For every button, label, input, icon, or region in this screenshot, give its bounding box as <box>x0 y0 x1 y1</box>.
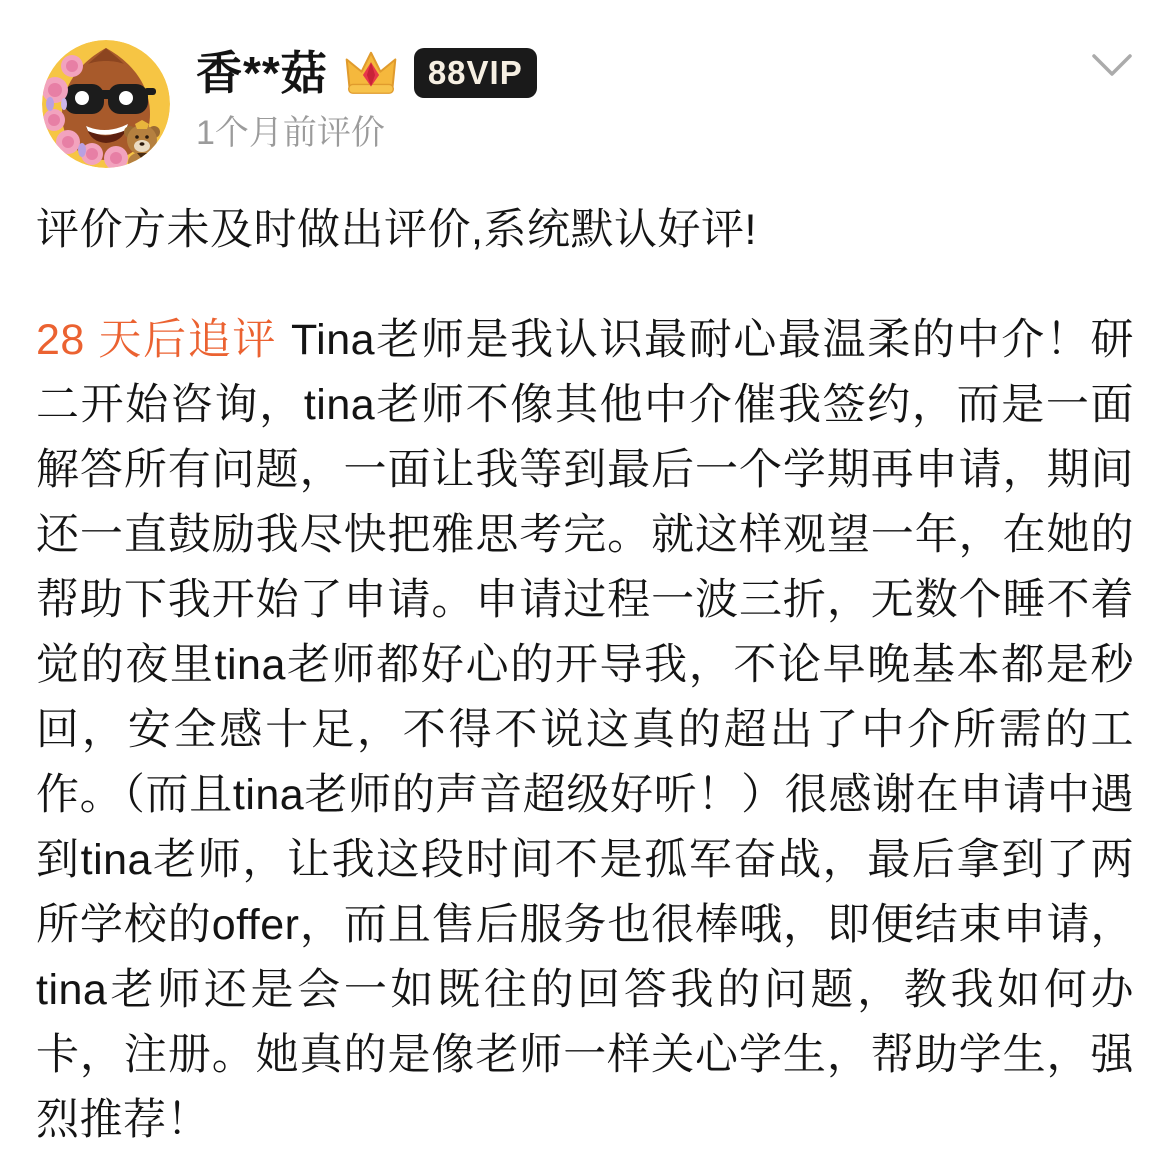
username-row <box>196 48 1090 99</box>
followup-review-text: Tina老师是我认识最耐心最温柔的中介！研二开始咨询，tina老师不像其他中介催我签约，而是一面解答所有问题，一面让我等到最后一个学期再申请，期间还一直鼓励我尽快把雅思考完。就这样观望一年，在她的帮助下我开始了申请。申请过程一波三折，无数个睡不着觉的夜里tina老师都好心的开导我，不论早晚基本都是秒回，安全感十足，不得不说这真的超出了中介所需的工作。（而且tina老师的声音超级好听！）很感谢在申请中遇到tina老师，让我这段时间不是孤军奋战，最后拿到了两所学校的offer，而且售后服务也很棒哦，即便结束申请，tina老师还是会一如既往的回答我的问题，教我如何办卡，注册。她真的是像老师一样关心学生，帮助学生，强烈推荐！ <box>36 316 1134 1144</box>
user-avatar[interactable] <box>42 40 170 168</box>
review-content <box>0 198 1170 1153</box>
header-user-info <box>196 40 1090 152</box>
review-header <box>0 0 1170 168</box>
review-timestamp: 1个月前评价 <box>196 113 385 152</box>
crown-icon <box>344 49 398 97</box>
followup-review <box>36 308 1134 1153</box>
vip-badge: 88VIP <box>414 48 537 98</box>
followup-days-label: 28 天后追评 <box>36 316 277 364</box>
system-default-review-note: 评价方未及时做出评价,系统默认好评! <box>36 206 757 254</box>
chevron-down-icon[interactable] <box>1090 50 1134 82</box>
username: 香**菇 <box>196 47 328 99</box>
avatar-illustration <box>42 40 170 168</box>
